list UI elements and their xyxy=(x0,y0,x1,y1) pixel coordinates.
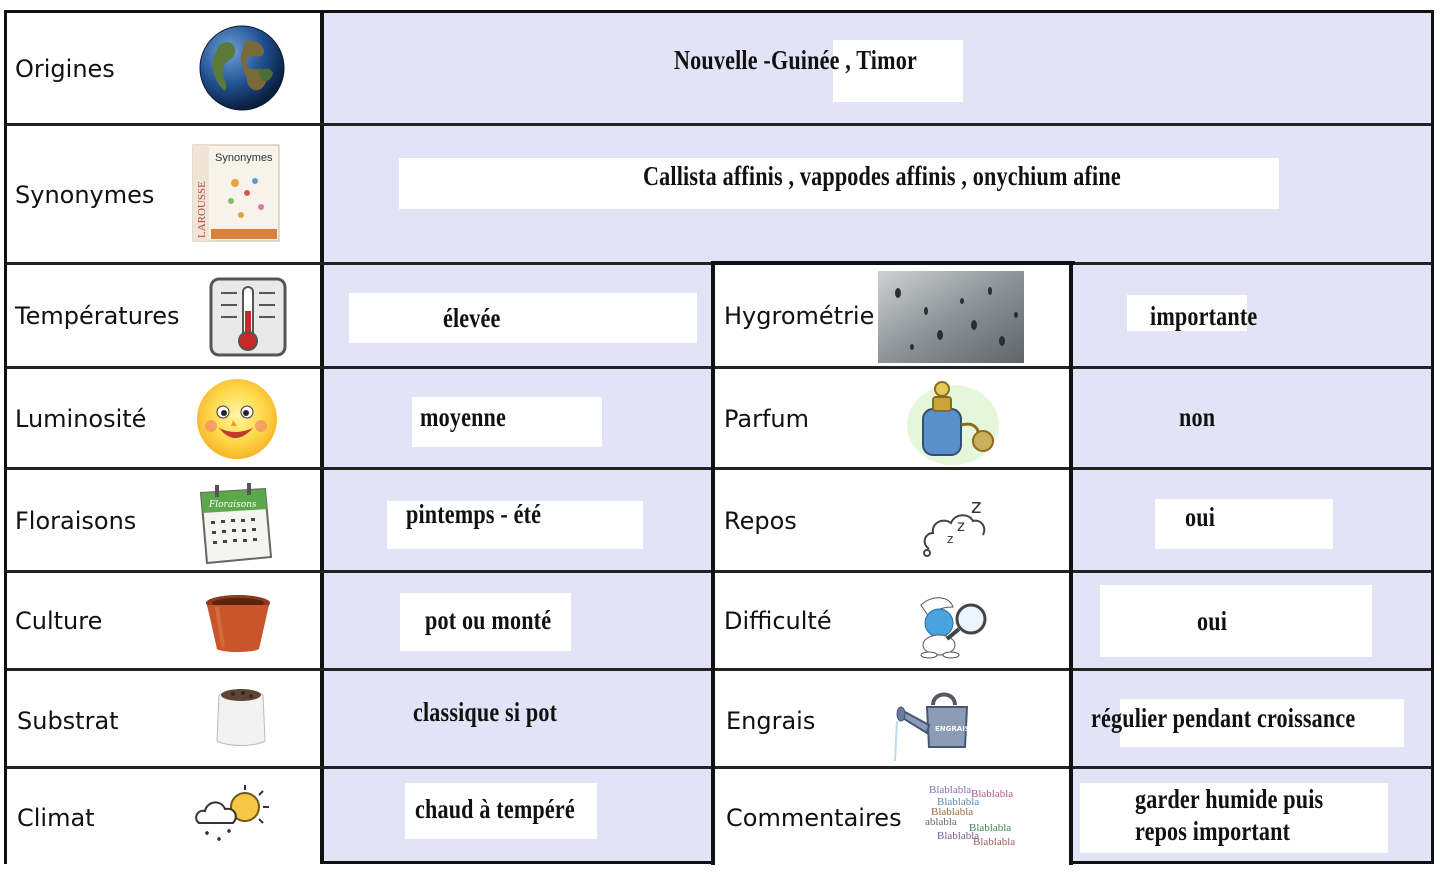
row-divider xyxy=(7,366,1431,369)
column-divider xyxy=(1069,262,1073,865)
value-floraisons: pintemps - été xyxy=(406,499,542,529)
blablabla-icon xyxy=(925,781,1029,852)
svg-text:z: z xyxy=(947,532,954,546)
label-temperatures: Températures xyxy=(15,302,180,330)
row-divider xyxy=(7,668,1431,671)
svg-text:ENGRAIS: ENGRAIS xyxy=(935,725,970,733)
plant-info-table xyxy=(4,10,1434,864)
label-synonymes: Synonymes xyxy=(15,181,155,209)
perfume-bottle-icon xyxy=(905,375,1001,472)
svg-text:Blablabla: Blablabla xyxy=(929,784,972,796)
label-climat: Climat xyxy=(17,804,95,832)
middle-block-top-border xyxy=(711,261,1075,265)
svg-text:Blablabla: Blablabla xyxy=(937,796,980,808)
dictionary-icon xyxy=(191,143,281,248)
label-difficulte: Difficulté xyxy=(724,607,832,635)
row-divider xyxy=(7,467,1431,470)
column-divider xyxy=(711,262,715,865)
svg-text:Blablabla: Blablabla xyxy=(971,788,1014,800)
row-divider xyxy=(7,766,1431,769)
value-repos: oui xyxy=(1185,502,1216,532)
label-parfum: Parfum xyxy=(724,405,810,433)
thermometer-icon xyxy=(207,275,289,364)
label-origines: Origines xyxy=(15,55,115,83)
value-origines: Nouvelle -Guinée , Timor xyxy=(674,45,917,75)
smurf-magnifier-icon xyxy=(911,595,993,664)
label-engrais: Engrais xyxy=(726,707,816,735)
svg-text:LAROUSSE: LAROUSSE xyxy=(196,181,208,238)
svg-text:Synonymes: Synonymes xyxy=(215,152,273,164)
row-divider xyxy=(7,123,1431,126)
globe-icon xyxy=(197,25,287,116)
value-commentaires-line1: garder humide puis xyxy=(1135,784,1324,814)
sun-face-icon xyxy=(189,376,285,467)
flower-pot-icon xyxy=(203,593,273,660)
label-commentaires: Commentaires xyxy=(726,804,902,832)
watering-can-icon xyxy=(893,685,985,770)
water-drops-icon xyxy=(878,271,1024,368)
weather-icon xyxy=(191,783,277,854)
label-repos: Repos xyxy=(724,507,797,535)
svg-text:z: z xyxy=(971,494,982,518)
label-hygrometrie: Hygrométrie xyxy=(724,302,875,330)
svg-text:Blablabla: Blablabla xyxy=(937,830,980,842)
value-temperatures: élevée xyxy=(443,303,501,333)
soil-bag-icon xyxy=(213,685,269,752)
svg-text:Blablabla: Blablabla xyxy=(931,806,974,818)
svg-text:Blablabla: Blablabla xyxy=(969,822,1012,834)
value-hygrometrie: importante xyxy=(1150,301,1258,331)
calendar-icon xyxy=(195,483,275,572)
sleep-zzz-icon xyxy=(919,489,995,562)
value-parfum: non xyxy=(1179,402,1216,432)
label-substrat: Substrat xyxy=(17,707,119,735)
value-box-difficulte xyxy=(1100,585,1372,657)
label-luminosite: Luminosité xyxy=(15,405,147,433)
value-luminosite: moyenne xyxy=(420,402,507,432)
svg-text:Floraisons: Floraisons xyxy=(209,500,257,510)
value-box-repos xyxy=(1155,499,1333,549)
svg-text:ablabla: ablabla xyxy=(925,816,957,828)
svg-text:Blablabla: Blablabla xyxy=(973,836,1016,847)
value-engrais: régulier pendant croissance xyxy=(1091,703,1356,733)
value-culture: pot ou monté xyxy=(425,605,552,635)
value-difficulte: oui xyxy=(1197,606,1228,636)
label-culture: Culture xyxy=(15,607,103,635)
value-box-temperatures xyxy=(349,293,697,343)
value-commentaires-line2: repos important xyxy=(1135,816,1291,846)
value-climat: chaud à tempéré xyxy=(415,794,575,824)
value-substrat: classique si pot xyxy=(413,697,558,727)
svg-text:z: z xyxy=(957,517,965,535)
value-synonymes: Callista affinis , vappodes affinis , onychium afine xyxy=(643,161,1121,191)
label-floraisons: Floraisons xyxy=(15,507,137,535)
